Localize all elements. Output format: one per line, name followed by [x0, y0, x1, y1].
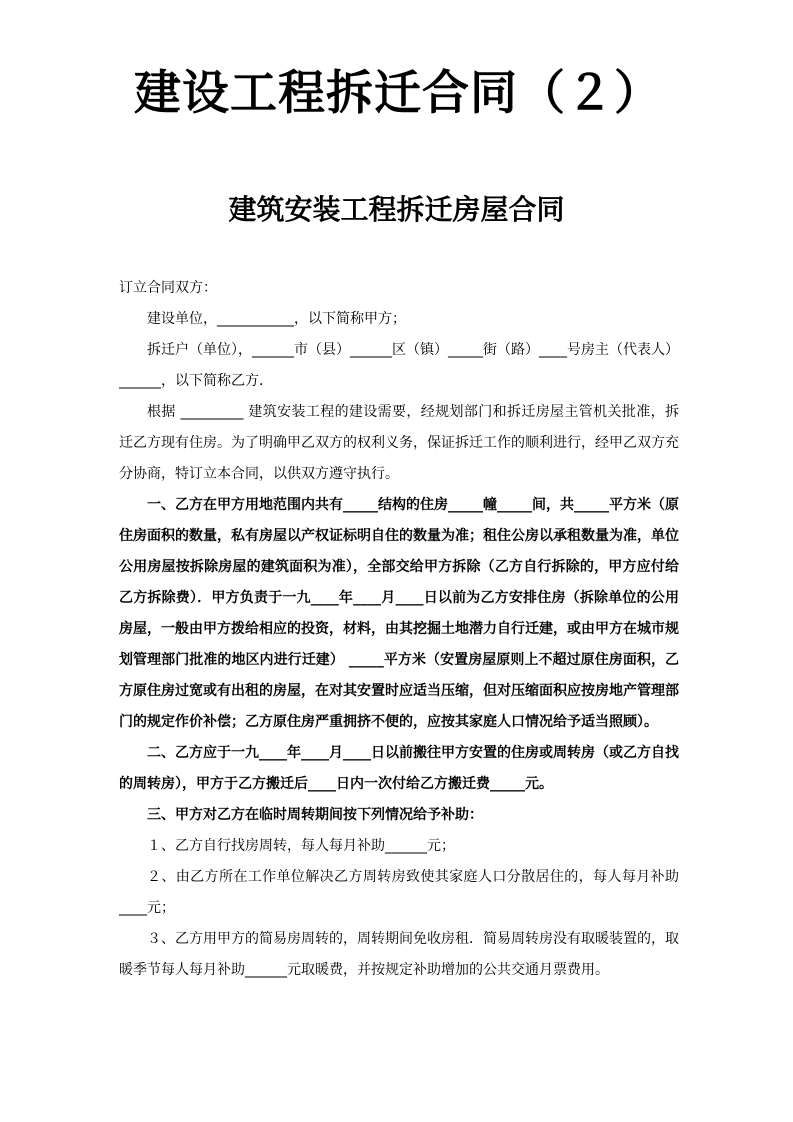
paragraph-party-a: 建设单位，___________，以下简称甲方；: [147, 311, 406, 327]
paragraph-parties: 订立合同双方：: [119, 280, 217, 296]
clause-two: 二、乙方应于一九____年____月____日以前搬往甲方安置的住房或周转房（或乙方自找的周转房），甲方于乙方搬迁后____日内一次付给乙方搬迁费_____元。: [119, 745, 679, 792]
clause-three-item-1: １、乙方自行找房周转，每人每月补助______元；: [147, 838, 455, 854]
clause-three-item-3: ３、乙方用甲方的简易房周转的，周转期间免收房租．简易周转房没有取暖装置的，取暖季节每人每月补助______元取暖费，并按规定补助增加的公共交通月票费用。: [119, 931, 679, 978]
clause-three-item-2: ２、由乙方所在工作单位解决乙方周转房致使其家庭人口分散居住的，每人每月补助____元；: [119, 869, 679, 916]
clause-three: 三、甲方对乙方在临时周转期间按下列情况给予补助：: [147, 807, 483, 823]
paragraph-party-b: 拆迁户（单位），______市（县）______区（镇）_____街（路）____号房主（代表人）______，以下简称乙方．: [119, 342, 679, 389]
paragraph-basis: 根据 _________ 建筑安装工程的建设需要，经规划部门和拆迁房屋主管机关批准，拆迁乙方现有住房。为了明确甲乙双方的权利义务，保证拆迁工作的顺利进行，经甲乙双方充分协商，特订立本合同，以供双方遵守执行。: [119, 404, 679, 482]
contract-body: [119, 273, 679, 986]
document-title: 建设工程拆迁合同（２）: [134, 66, 662, 121]
clause-one: 一、乙方在甲方用地范围内共有_____结构的住房_____幢_____间，共_____平方米（原住房面积的数量，私有房屋以产权证标明自住的数量为准；租住公房以承租数量为准，单位公用房屋按拆除房屋的建筑面积为准），全部交给甲方拆除（乙方自行拆除的，甲方应付给乙方拆除费）．甲方负责于一九____年____月____日以前为乙方安排住房（拆除单位的公用房屋，一般由甲方拨给相应的投资，材料，由其挖掘土地潜力自行迁建，或由甲方在城市规划管理部门批准的地区内进行迁建） _____平方米（安置房屋原则上不超过原住房面积，乙方原住房过宽或有出租的房屋，在对其安置时应适当压缩，但对压缩面积应按房地产管理部门的规定作价补偿；乙方原住房严重拥挤不便的，应按其家庭人口情况给予适当照顾）。: [119, 497, 679, 730]
contract-subtitle: 建筑安装工程拆迁房屋合同: [228, 193, 565, 226]
